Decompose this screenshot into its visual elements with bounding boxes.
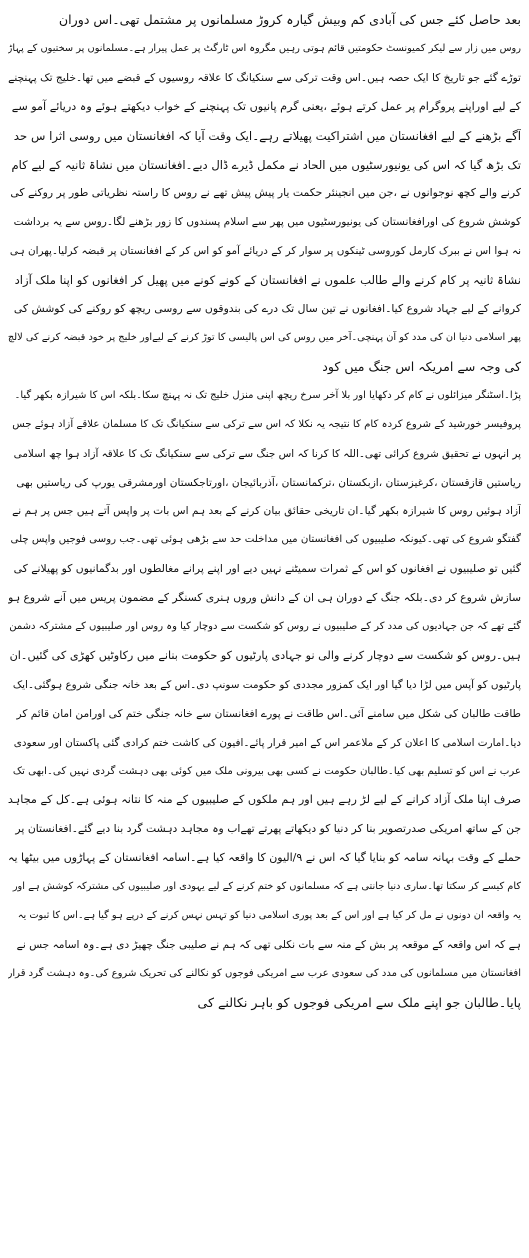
- text-line: کرنے والے کچھ نوجوانوں نے ،جن میں انجینئر حکمت یار پیش پیش تھے نے روس کا راستہ نظریاتی طور پر روکنے کی: [10, 186, 521, 200]
- text-line: بعد حاصل کئے جس کی آبادی کم وبیش گیارہ کروڑ مسلمانوں پر مشتمل تھی۔اس دوران: [58, 12, 521, 27]
- text-line: افغانستان میں مسلمانوں کی مدد کی سعودی عرب سے امریکی فوجوں کو نکالنے کی تحریک شروع کی۔وہ دہشت گرد قرار: [8, 967, 521, 979]
- text-line: پروفیسر خورشید کے شروع کردہ کام کا نتیجہ یہ نکلا کہ اس سے ترکی سے سنکیانگ تک کا مسلمان علاقے آزاد ہوئے جس: [12, 418, 521, 430]
- text-line: ہیں۔روس کو شکست سے دوچار کرنے والی نو جہادی پارٹیوں کو حکومت بنانے میں رکاوٹیں کھڑی کی گئیں۔ان: [9, 648, 521, 662]
- text-line: آگے بڑھنے کے لیے افغانستان میں اشتراکیت پھیلاتے رہے۔ایک وقت آیا کہ افغانستان میں روسی اثرا س حد: [13, 128, 521, 143]
- text-line: یہ واقعہ ان دونوں نے مل کر کیا ہے اور اس کے بعد پوری اسلامی دنیا کو تہس نہس کرنے کے درپے ہو گیا ہے۔اس کا ثبوت یہ: [17, 910, 521, 922]
- text-line: کی وجہ سے امریکہ اس جنگ میں کود: [322, 358, 521, 374]
- text-line: طاقت طالبان کی شکل میں سامنے آئی۔اس طاقت نے پورے افغانستان سے خانہ جنگی ختم کی اورامن امان قائم کر: [16, 707, 521, 720]
- text-line: کروانے کے لیے جہاد شروع کیا۔افغانوں نے تین سال تک درے کی بندوقوں سے روسی ریچھ کو روکنے کی کوشش کی: [13, 302, 521, 316]
- text-line: گئیں تو صلیبیوں نے افغانوں کو اس کے ثمرات سمیٹنے نہیں دیے اور اپنے پرانے مغالطوں اور بدگمانیوں کو پھیلانے کی: [13, 562, 521, 576]
- text-line: گفتگو شروع کی تھی۔کیونکہ صلیبیوں کی افغانستان میں مداخلت حد سے بڑھی ہوئی تھی۔جب روسی فوجیں واپس چلی: [10, 534, 521, 546]
- text-line: آزاد ہوئیں روس کا شیرازہ بکھر گیا۔ان تاریخی حقائق بیان کرنے کے بعد ہم اس بات پر واپس آتے ہیں جس پر ہم نے: [12, 505, 521, 518]
- text-line: پڑا۔اسٹنگر میزائلوں نے کام کر دکھایا اور بلا آخر سرخ ریچھ اپنی منزل خلیج تک نہ پہنچ سکا۔بلکہ اس کا شیرازہ بکھر گیا۔: [14, 389, 521, 401]
- text-line: پھر اسلامی دنیا ان کی مدد کو آن پہنچی۔آخر میں روس کی اس پالیسی کا توڑ کرنے کے لیےاور خلیج پر خود قبضہ کرنے کی لالچ: [8, 331, 521, 343]
- text-line: دیا۔امارت اسلامی کا اعلان کر کے ملاعمر اس کے امیر قرار پائے۔افیون کی کاشت ختم کرادی گئی پاکستان اور سعودی: [13, 736, 521, 749]
- text-line: سازش شروع کر دی۔بلکہ جنگ کے دوران ہی ان کے دانش وروں ہنری کسنگر کے مضمون پریس میں آنے شروع ہو: [8, 591, 521, 605]
- text-line: پایا۔طالبان جو اپنے ملک سے امریکی فوجوں کو باہر نکالنے کی: [197, 994, 521, 1010]
- paragraph: [8, 382, 521, 1018]
- text-line: روس میں زار سے لیکر کمیونسٹ حکومتیں قائم ہوتی رہیں مگروہ اس ٹارگٹ پر عمل پیرار ہے۔مسلمانوں پر سختیوں کے پہاڑ: [8, 42, 521, 54]
- text-line: نشاۃ ثانیہ پر کام کرنے والے طالب علموں نے افغانستان کے کونے کونے میں پھیل کر افغانوں کو اپنا ملک آزاد: [14, 273, 521, 288]
- text-line: کے لیے اوراپنے پروگرام پر عمل کرتے ہوئے ،یعنی گرم پانیوں تک پہنچنے کے خواب دیکھتے ہوئے وہ دریائے آمو سے: [11, 99, 521, 113]
- paragraph: [8, 6, 521, 382]
- text-line: پر انہوں نے تحقیق شروع کرائی تھی۔اللہ کا کرنا کہ اس جنگ سے ترکی سے سنکیانگ تک کا علاقہ آزاد ہوا چھ اسلامی: [13, 447, 521, 460]
- text-line: تک بڑھ گیا کہ اس کی یونیورسٹیوں میں الحاد نے مکمل ڈیرے ڈال دیے۔افغانستان میں نشاۃ ثانیہ کے لیے کام: [11, 157, 521, 172]
- text-line: عرب نے اس کو تسلیم بھی کیا۔طالبان حکومت نے کسی بھی بیرونی ملک میں کوئی بھی دہشت گردی نہیں کی۔ابھی تک: [12, 765, 521, 777]
- text-line: ریاستیں قازقستان ،کرغیزستان ،ازبکستان ،ترکمانستان ،آذربائیجان ،اورتاجکستان اورمشرقی یورپ کی ریاستیں بھی: [16, 476, 521, 489]
- text-line: حملے کے وقت بہانہ سامہ کو بنایا گیا کہ اس نے ۹/الیون کا واقعہ کیا ہے۔اسامہ افغانستان کے پہاڑوں میں بیٹھا یہ: [8, 851, 521, 865]
- text-line: ہے کہ اس واقعہ کے موقعہ پر بش کے منہ سے بات نکلی تھی کہ ہم نے صلیبی جنگ چھیڑ دی ہے۔وہ اسامہ جس نے: [16, 939, 521, 951]
- text-line: کوشش شروع کی اورافغانستان کی یونیورسٹیوں میں پھر سے اسلام پسندوں کا زور بڑھنے لگا۔روس سے یہ برداشت: [13, 216, 521, 229]
- text-line: گئے تھے کہ جن جہادیوں کی مدد کر کے صلیبیوں نے روس کو شکست سے دوچار کیا وہ روس اور صلیبیوں کے مشترکہ دشمن: [9, 621, 521, 633]
- text-line: نہ ہوا اس نے ببرک کارمل کوروسی ٹینکوں پر سوار کر کے دریائے آمو کو اس کر کے افغانستان پر قبضہ کرلیا۔پھران ہی: [9, 245, 521, 258]
- text-line: جن کے ساتھ امریکی صدرتصویر بنا کر دنیا کو دیکھاتے پھرتے تھےاب وہ مجاہد دہشت گرد بنا دیے گئے۔افغانستان پر: [15, 822, 521, 836]
- text-line: توڑے گئے جو تاریخ کا ایک حصہ ہیں۔اس وقت ترکی سے سنکیانگ کا علاقہ روسیوں کے قبضے میں تھا۔خلیج تک پہنچنے: [8, 71, 521, 84]
- text-line: کام کیسے کر سکتا تھا۔ساری دنیا جانتی ہے کہ مسلمانوں کو ختم کرنے کے لیے یہودی اور صلیبیوں کی مشترکہ کوشش ہے اور: [12, 881, 521, 893]
- text-line: صرف اپنا ملک آزاد کرانے کے لیے لڑ رہے ہیں اور ہم ملکوں کے صلیبیوں کے منہ کا نتانہ ہوئی ہے۔کل کے مجاہد: [8, 793, 521, 807]
- text-line: پارٹیوں کو آپس میں لڑا دیا گیا اور ایک کمزور مجددی کو حکومت سونپ دی۔اس کے بعد خانہ جنگی شروع ہوگئی۔ایک: [12, 678, 521, 691]
